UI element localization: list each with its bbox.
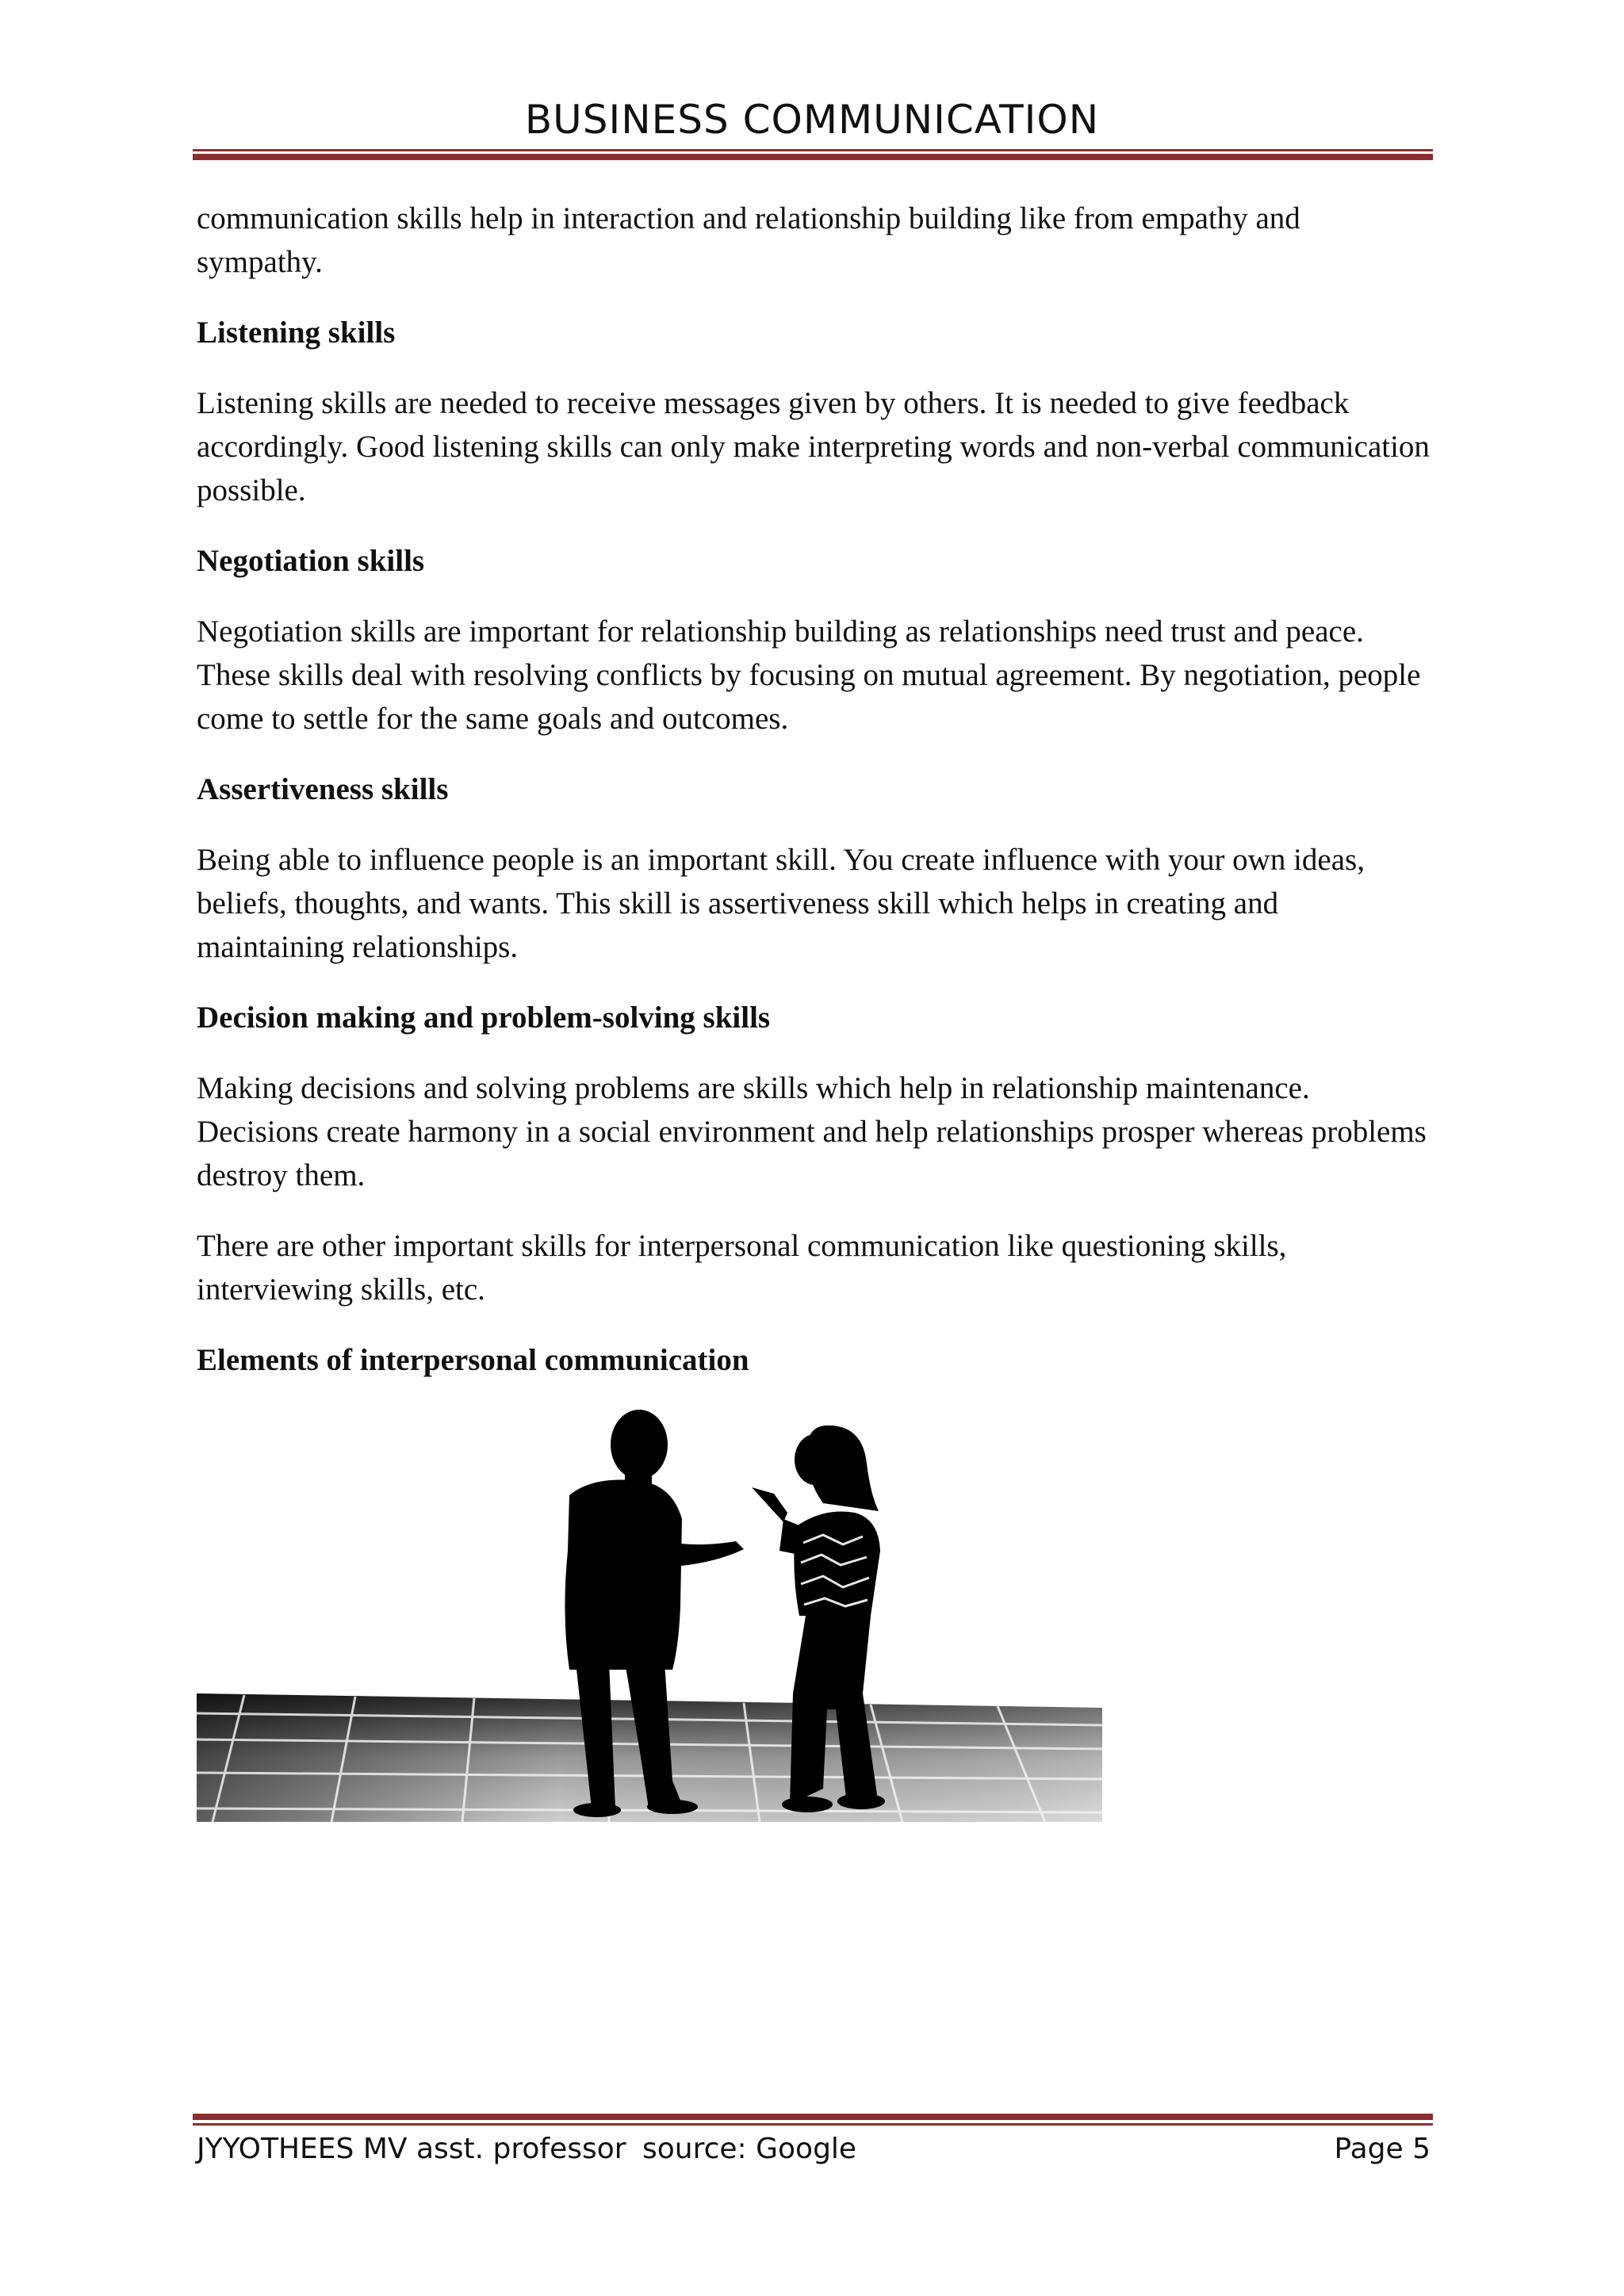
footer-source: source: Google [642,2133,857,2165]
footer-rule-bottom [193,2123,1433,2126]
heading-assertiveness-skills: Assertiveness skills [197,772,449,806]
heading-decision-making: Decision making and problem-solving skills [197,1001,771,1035]
header-rule-top [193,149,1433,151]
heading-negotiation-skills: Negotiation skills [197,544,425,578]
heading-listening-skills: Listening skills [197,316,396,350]
silhouette-illustration [197,1408,1102,1822]
header-rule-bottom [193,154,1433,160]
footer-rule-top [193,2114,1433,2120]
paragraph-negotiation-skills: Negotiation skills are important for relationship building as relationships need trust and peace. These skills deal with resolving conflicts by focusing on mutual agreement. By negotiation, people come to settle for the same goals and outcomes. [197,614,1421,736]
footer-author: JYYOTHEES MV asst. professor [197,2133,626,2165]
paragraph-intro: communication skills help in interaction and relationship building like from empathy and sympathy. [197,201,1300,279]
footer-page-number: Page 5 [1334,2133,1431,2165]
paragraph-assertiveness-skills: Being able to influence people is an important skill. You create influence with your own ideas, beliefs, thoughts, and wants. This skill is assertiveness skill which helps in creating and maintaining relationships. [197,843,1365,964]
document-body [197,197,1434,1409]
two-people-talking-image [197,1408,1102,1822]
paragraph-listening-skills: Listening skills are needed to receive messages given by others. It is needed to give feedback accordingly. Good listening skills can only make interpreting words and non-verbal communication possible. [197,386,1430,507]
page-header-title: BUSINESS COMMUNICATION [524,97,1100,143]
heading-elements-interpersonal: Elements of interpersonal communication [197,1343,749,1377]
paragraph-decision-making: Making decisions and solving problems are skills which help in relationship maintenance. Decisions create harmony in a social environment and help relationships prosper whereas problems destroy them. [197,1071,1427,1192]
paragraph-other-skills: There are other important skills for interpersonal communication like questioning skills, interviewing skills, etc. [197,1229,1287,1307]
